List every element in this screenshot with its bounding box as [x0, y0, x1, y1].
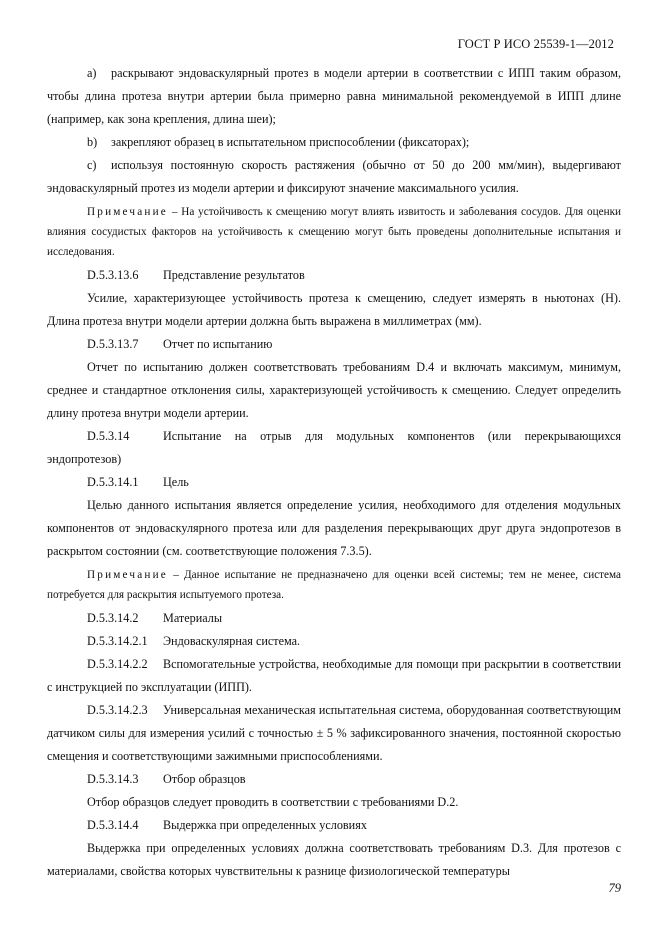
list-text: используя постоянную скорость растяжения (обычно от 50 до 200 мм/мин), выдергивают эндоваскулярный протез из модели артерии и фиксируют значение максимального усилия.: [47, 158, 621, 195]
note-text: – На устойчивость к смещению могут влиять извитость и заболевания сосудов. Для оценки влияния сосудистых факторов на устойчивость к смещению могут быть проведены дополнительные испытания и исследования.: [47, 206, 621, 258]
paragraph: Выдержка при определенных условиях должна соответствовать требованиям D.3. Для протезов с материалами, свойства которых чувствительны к разнице физиологической температуры: [47, 841, 621, 878]
section-heading: [47, 425, 621, 471]
section-title: Эндоваскулярная система.: [163, 634, 301, 648]
note-label: Примечание: [87, 206, 168, 218]
note-label: Примечание: [87, 569, 168, 581]
section-heading: [47, 814, 621, 837]
paragraph: Отбор образцов следует проводить в соответствии с требованиями D.2.: [87, 795, 459, 809]
list-item-a: [47, 62, 621, 131]
page-number: 79: [608, 881, 621, 895]
note-2: [47, 565, 621, 605]
document-id: ГОСТ Р ИСО 25539-1—2012: [457, 37, 614, 51]
paragraph: Усилие, характеризующее устойчивость протеза к смещению, следует измерять в ньютонах (Н). Длина протеза внутри модели артерии должна быть выражена в миллиметрах (мм).: [47, 291, 621, 328]
section-title: Выдержка при определенных условиях: [163, 818, 367, 832]
section-title: Отбор образцов: [163, 772, 246, 786]
section-heading: [47, 607, 621, 630]
section-title: Универсальная механическая испытательная система, оборудованная соответствующим датчиком силы для измерения усилий с точностью ± 5 % зафиксированного значения, постоянной скоростью смещения и соответствующими зажимными приспособлениями.: [47, 703, 621, 763]
section-title: Материалы: [163, 611, 223, 625]
list-marker: b): [87, 135, 98, 149]
list-marker: a): [87, 66, 97, 80]
section-heading: [47, 471, 621, 494]
section-title: Цель: [163, 475, 189, 489]
section-title: Вспомогательные устройства, необходимые для помощи при раскрытии в соответствии с инструкцией по эксплуатации (ИПП).: [47, 657, 621, 694]
section-title: Отчет по испытанию: [163, 337, 273, 351]
list-item-c: [47, 154, 621, 200]
paragraph: Целью данного испытания является определение усилия, необходимого для отделения модульных компонентов от эндоваскулярного протеза или для разделения перекрывающих друг друга эндопротезов в раскрытом состоянии (см. соответствующие положения 7.3.5).: [47, 498, 621, 558]
paragraph: Отчет по испытанию должен соответствовать требованиям D.4 и включать максимум, минимум, среднее и стандартное отклонения силы, характеризующей устойчивость к смещению. Следует определить длину протеза внутри модели артерии.: [47, 360, 621, 420]
list-text: закрепляют образец в испытательном приспособлении (фиксаторах);: [111, 135, 470, 149]
section-number: D.5.3.13.7: [87, 337, 139, 351]
section-number: D.5.3.14.2.2: [87, 657, 148, 671]
section-title: Испытание на отрыв для модульных компонентов (или перекрывающихся эндопротезов): [47, 429, 621, 466]
page-header: [458, 37, 614, 52]
section-number: D.5.3.14.2.3: [87, 703, 148, 717]
section-heading: [47, 333, 621, 356]
section-heading: [47, 264, 621, 287]
section-heading: [47, 653, 621, 699]
section-heading: [47, 699, 621, 768]
list-marker: c): [87, 158, 97, 172]
section-number: D.5.3.14: [87, 429, 130, 443]
section-number: D.5.3.14.3: [87, 772, 139, 786]
section-number: D.5.3.14.2: [87, 611, 139, 625]
section-heading: [47, 630, 621, 653]
note-text: – Данное испытание не предназначено для оценки всей системы; тем не менее, система потребуется для раскрытия испытуемого протеза.: [47, 569, 621, 601]
section-number: D.5.3.13.6: [87, 268, 139, 282]
list-item-b: [47, 131, 621, 154]
section-number: D.5.3.14.4: [87, 818, 139, 832]
section-number: D.5.3.14.1: [87, 475, 139, 489]
section-heading: [47, 768, 621, 791]
document-body: [47, 62, 621, 883]
note-1: [47, 202, 621, 262]
section-number: D.5.3.14.2.1: [87, 634, 148, 648]
list-text: раскрывают эндоваскулярный протез в модели артерии в соответствии с ИПП таким образом, чтобы длина протеза внутри артерии была примерно равна минимальной рекомендуемой в ИПП длине (например, как зона крепления, длина шеи);: [47, 66, 621, 126]
section-title: Представление результатов: [163, 268, 305, 282]
